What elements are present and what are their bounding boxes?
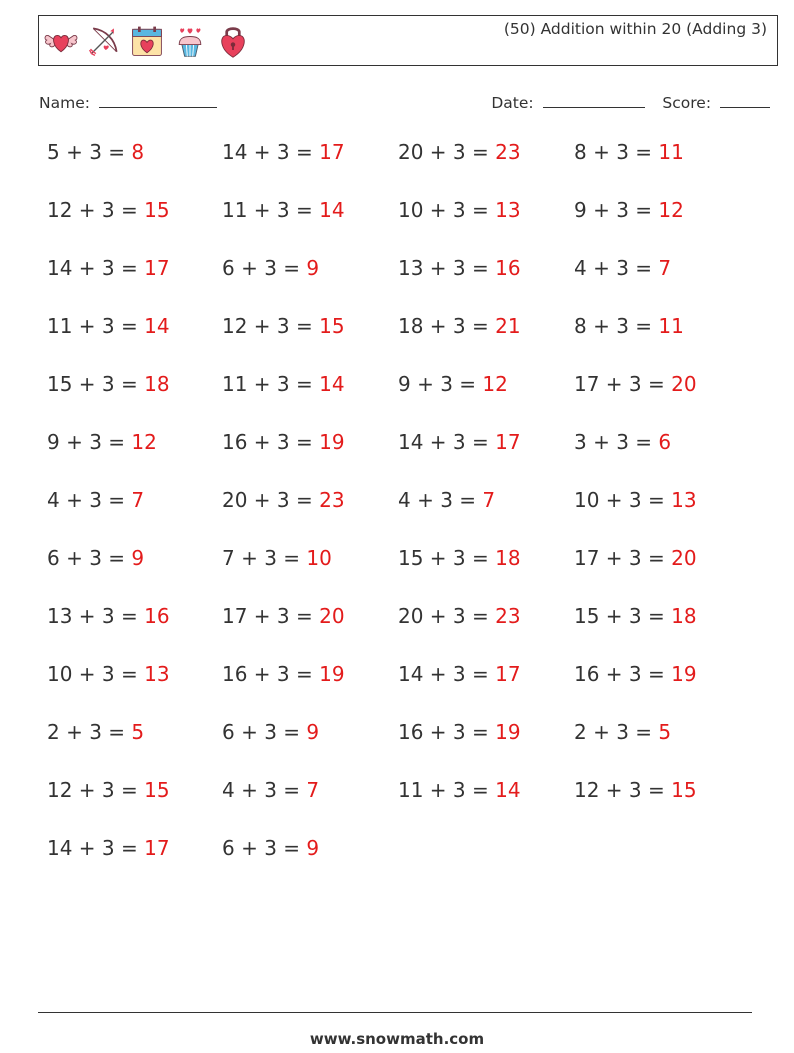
heart-cupcake-icon (172, 21, 208, 61)
date-label: Date: (491, 94, 534, 112)
problem-item (574, 314, 684, 338)
problem-answer: 9 (306, 720, 320, 744)
problem-answer: 11 (658, 314, 684, 338)
problem-expression: 9 + 3 = (574, 198, 659, 222)
problem-item (574, 546, 697, 570)
problem-answer: 14 (319, 372, 345, 396)
problem-expression: 6 + 3 = (222, 836, 307, 860)
problem-item (47, 604, 170, 628)
problem-answer: 9 (131, 546, 145, 570)
problem-expression: 20 + 3 = (398, 604, 496, 628)
problem-answer: 14 (495, 778, 521, 802)
score-label: Score: (662, 94, 712, 112)
problem-expression: 15 + 3 = (574, 604, 672, 628)
problem-expression: 7 + 3 = (222, 546, 307, 570)
problem-item (398, 604, 521, 628)
problem-expression: 14 + 3 = (398, 430, 496, 454)
problem-item (47, 372, 170, 396)
problem-answer: 10 (306, 546, 332, 570)
problem-expression: 20 + 3 = (222, 488, 320, 512)
problem-answer: 15 (144, 778, 170, 802)
problem-answer: 18 (495, 546, 521, 570)
problem-answer: 14 (144, 314, 170, 338)
problem-answer: 13 (671, 488, 697, 512)
problem-item (222, 662, 345, 686)
problem-answer: 5 (131, 720, 145, 744)
problem-answer: 15 (144, 198, 170, 222)
problem-expression: 10 + 3 = (47, 662, 145, 686)
problem-answer: 14 (319, 198, 345, 222)
problem-item (574, 604, 697, 628)
footer-divider (38, 1012, 752, 1013)
problem-answer: 16 (495, 256, 521, 280)
problem-answer: 11 (658, 140, 684, 164)
worksheet-title: (50) Addition within 20 (Adding 3) (503, 20, 767, 38)
problem-answer: 23 (495, 140, 521, 164)
problem-answer: 13 (495, 198, 521, 222)
problem-expression: 3 + 3 = (574, 430, 659, 454)
problem-item (222, 198, 345, 222)
problem-expression: 10 + 3 = (398, 198, 496, 222)
problem-item (47, 488, 144, 512)
problem-item (398, 372, 508, 396)
problem-item (222, 604, 345, 628)
problem-item (47, 720, 144, 744)
problem-expression: 16 + 3 = (222, 430, 320, 454)
problem-item (398, 198, 521, 222)
problem-item (398, 546, 521, 570)
problem-expression: 17 + 3 = (222, 604, 320, 628)
problem-answer: 19 (495, 720, 521, 744)
problem-expression: 14 + 3 = (47, 256, 145, 280)
problem-item (398, 256, 521, 280)
problem-expression: 14 + 3 = (398, 662, 496, 686)
problem-answer: 17 (495, 430, 521, 454)
problem-expression: 4 + 3 = (222, 778, 307, 802)
problem-expression: 12 + 3 = (47, 198, 145, 222)
problem-expression: 9 + 3 = (47, 430, 132, 454)
problem-answer: 21 (495, 314, 521, 338)
problem-item (222, 314, 345, 338)
problem-item (47, 256, 170, 280)
problem-expression: 11 + 3 = (222, 198, 320, 222)
problem-expression: 16 + 3 = (222, 662, 320, 686)
problem-answer: 7 (482, 488, 496, 512)
problem-expression: 15 + 3 = (398, 546, 496, 570)
problem-answer: 16 (144, 604, 170, 628)
problem-item (398, 720, 521, 744)
problem-item (574, 662, 697, 686)
problem-expression: 12 + 3 = (222, 314, 320, 338)
problem-expression: 11 + 3 = (398, 778, 496, 802)
problem-expression: 12 + 3 = (47, 778, 145, 802)
problem-answer: 17 (144, 256, 170, 280)
problem-expression: 14 + 3 = (47, 836, 145, 860)
problem-expression: 6 + 3 = (222, 256, 307, 280)
problem-item (47, 430, 157, 454)
problem-item (398, 488, 495, 512)
problem-expression: 17 + 3 = (574, 372, 672, 396)
problem-expression: 16 + 3 = (574, 662, 672, 686)
problem-item (222, 778, 319, 802)
problem-item (574, 778, 697, 802)
score-blank[interactable] (720, 93, 770, 108)
problem-answer: 17 (144, 836, 170, 860)
problem-answer: 23 (319, 488, 345, 512)
problem-answer: 9 (306, 836, 320, 860)
problem-expression: 2 + 3 = (47, 720, 132, 744)
problem-item (398, 778, 521, 802)
winged-heart-icon (43, 21, 79, 61)
problem-answer: 13 (144, 662, 170, 686)
problem-item (398, 140, 521, 164)
problem-item (574, 256, 671, 280)
problem-answer: 7 (131, 488, 145, 512)
problem-expression: 4 + 3 = (47, 488, 132, 512)
problem-answer: 19 (319, 430, 345, 454)
header-icons (43, 19, 251, 63)
problem-expression: 20 + 3 = (398, 140, 496, 164)
problem-expression: 8 + 3 = (574, 314, 659, 338)
problem-expression: 6 + 3 = (222, 720, 307, 744)
problem-answer: 20 (319, 604, 345, 628)
problem-item (574, 372, 697, 396)
problem-expression: 5 + 3 = (47, 140, 132, 164)
problem-answer: 12 (482, 372, 508, 396)
problem-expression: 16 + 3 = (398, 720, 496, 744)
problem-item (47, 778, 170, 802)
cupid-bow-arrow-icon (86, 21, 122, 61)
problem-expression: 4 + 3 = (398, 488, 483, 512)
date-blank[interactable] (543, 93, 645, 108)
problem-answer: 9 (306, 256, 320, 280)
problem-answer: 23 (495, 604, 521, 628)
problem-item (47, 198, 170, 222)
problem-item (47, 140, 144, 164)
date-score-fields (491, 93, 770, 112)
problem-answer: 19 (319, 662, 345, 686)
problem-answer: 5 (658, 720, 672, 744)
problem-item (47, 546, 144, 570)
problem-answer: 12 (131, 430, 157, 454)
problem-item (222, 140, 345, 164)
problem-expression: 11 + 3 = (222, 372, 320, 396)
problem-expression: 17 + 3 = (574, 546, 672, 570)
problem-answer: 7 (306, 778, 320, 802)
problem-expression: 18 + 3 = (398, 314, 496, 338)
problem-expression: 8 + 3 = (574, 140, 659, 164)
problem-item (222, 488, 345, 512)
problem-expression: 11 + 3 = (47, 314, 145, 338)
problem-answer: 15 (671, 778, 697, 802)
problem-item (47, 314, 170, 338)
problem-answer: 6 (658, 430, 672, 454)
problem-item (398, 430, 521, 454)
problem-answer: 8 (131, 140, 145, 164)
problem-item (398, 662, 521, 686)
heart-calendar-icon (129, 21, 165, 61)
name-label: Name: (39, 94, 90, 112)
problem-answer: 17 (495, 662, 521, 686)
problem-answer: 18 (671, 604, 697, 628)
problem-item (574, 198, 684, 222)
problem-item (574, 720, 671, 744)
problem-expression: 4 + 3 = (574, 256, 659, 280)
problem-item (574, 488, 697, 512)
problem-answer: 7 (658, 256, 672, 280)
problem-item (222, 430, 345, 454)
problem-answer: 20 (671, 372, 697, 396)
problem-expression: 13 + 3 = (47, 604, 145, 628)
name-field (39, 93, 217, 112)
problem-expression: 9 + 3 = (398, 372, 483, 396)
heart-padlock-icon (215, 21, 251, 61)
problem-item (47, 836, 170, 860)
worksheet-header (38, 15, 778, 66)
problem-item (398, 314, 521, 338)
problem-item (47, 662, 170, 686)
problem-expression: 2 + 3 = (574, 720, 659, 744)
problem-item (222, 720, 319, 744)
problem-answer: 17 (319, 140, 345, 164)
problem-item (222, 546, 332, 570)
problem-expression: 10 + 3 = (574, 488, 672, 512)
problem-expression: 6 + 3 = (47, 546, 132, 570)
problem-item (574, 140, 684, 164)
problem-answer: 12 (658, 198, 684, 222)
footer-url: www.snowmath.com (309, 1030, 485, 1048)
problem-answer: 20 (671, 546, 697, 570)
problem-answer: 19 (671, 662, 697, 686)
problem-expression: 13 + 3 = (398, 256, 496, 280)
name-blank[interactable] (99, 93, 217, 108)
problem-item (222, 256, 319, 280)
problem-answer: 18 (144, 372, 170, 396)
problem-item (574, 430, 671, 454)
problem-expression: 12 + 3 = (574, 778, 672, 802)
problem-item (222, 372, 345, 396)
problem-item (222, 836, 319, 860)
problem-answer: 15 (319, 314, 345, 338)
problem-expression: 14 + 3 = (222, 140, 320, 164)
problem-expression: 15 + 3 = (47, 372, 145, 396)
